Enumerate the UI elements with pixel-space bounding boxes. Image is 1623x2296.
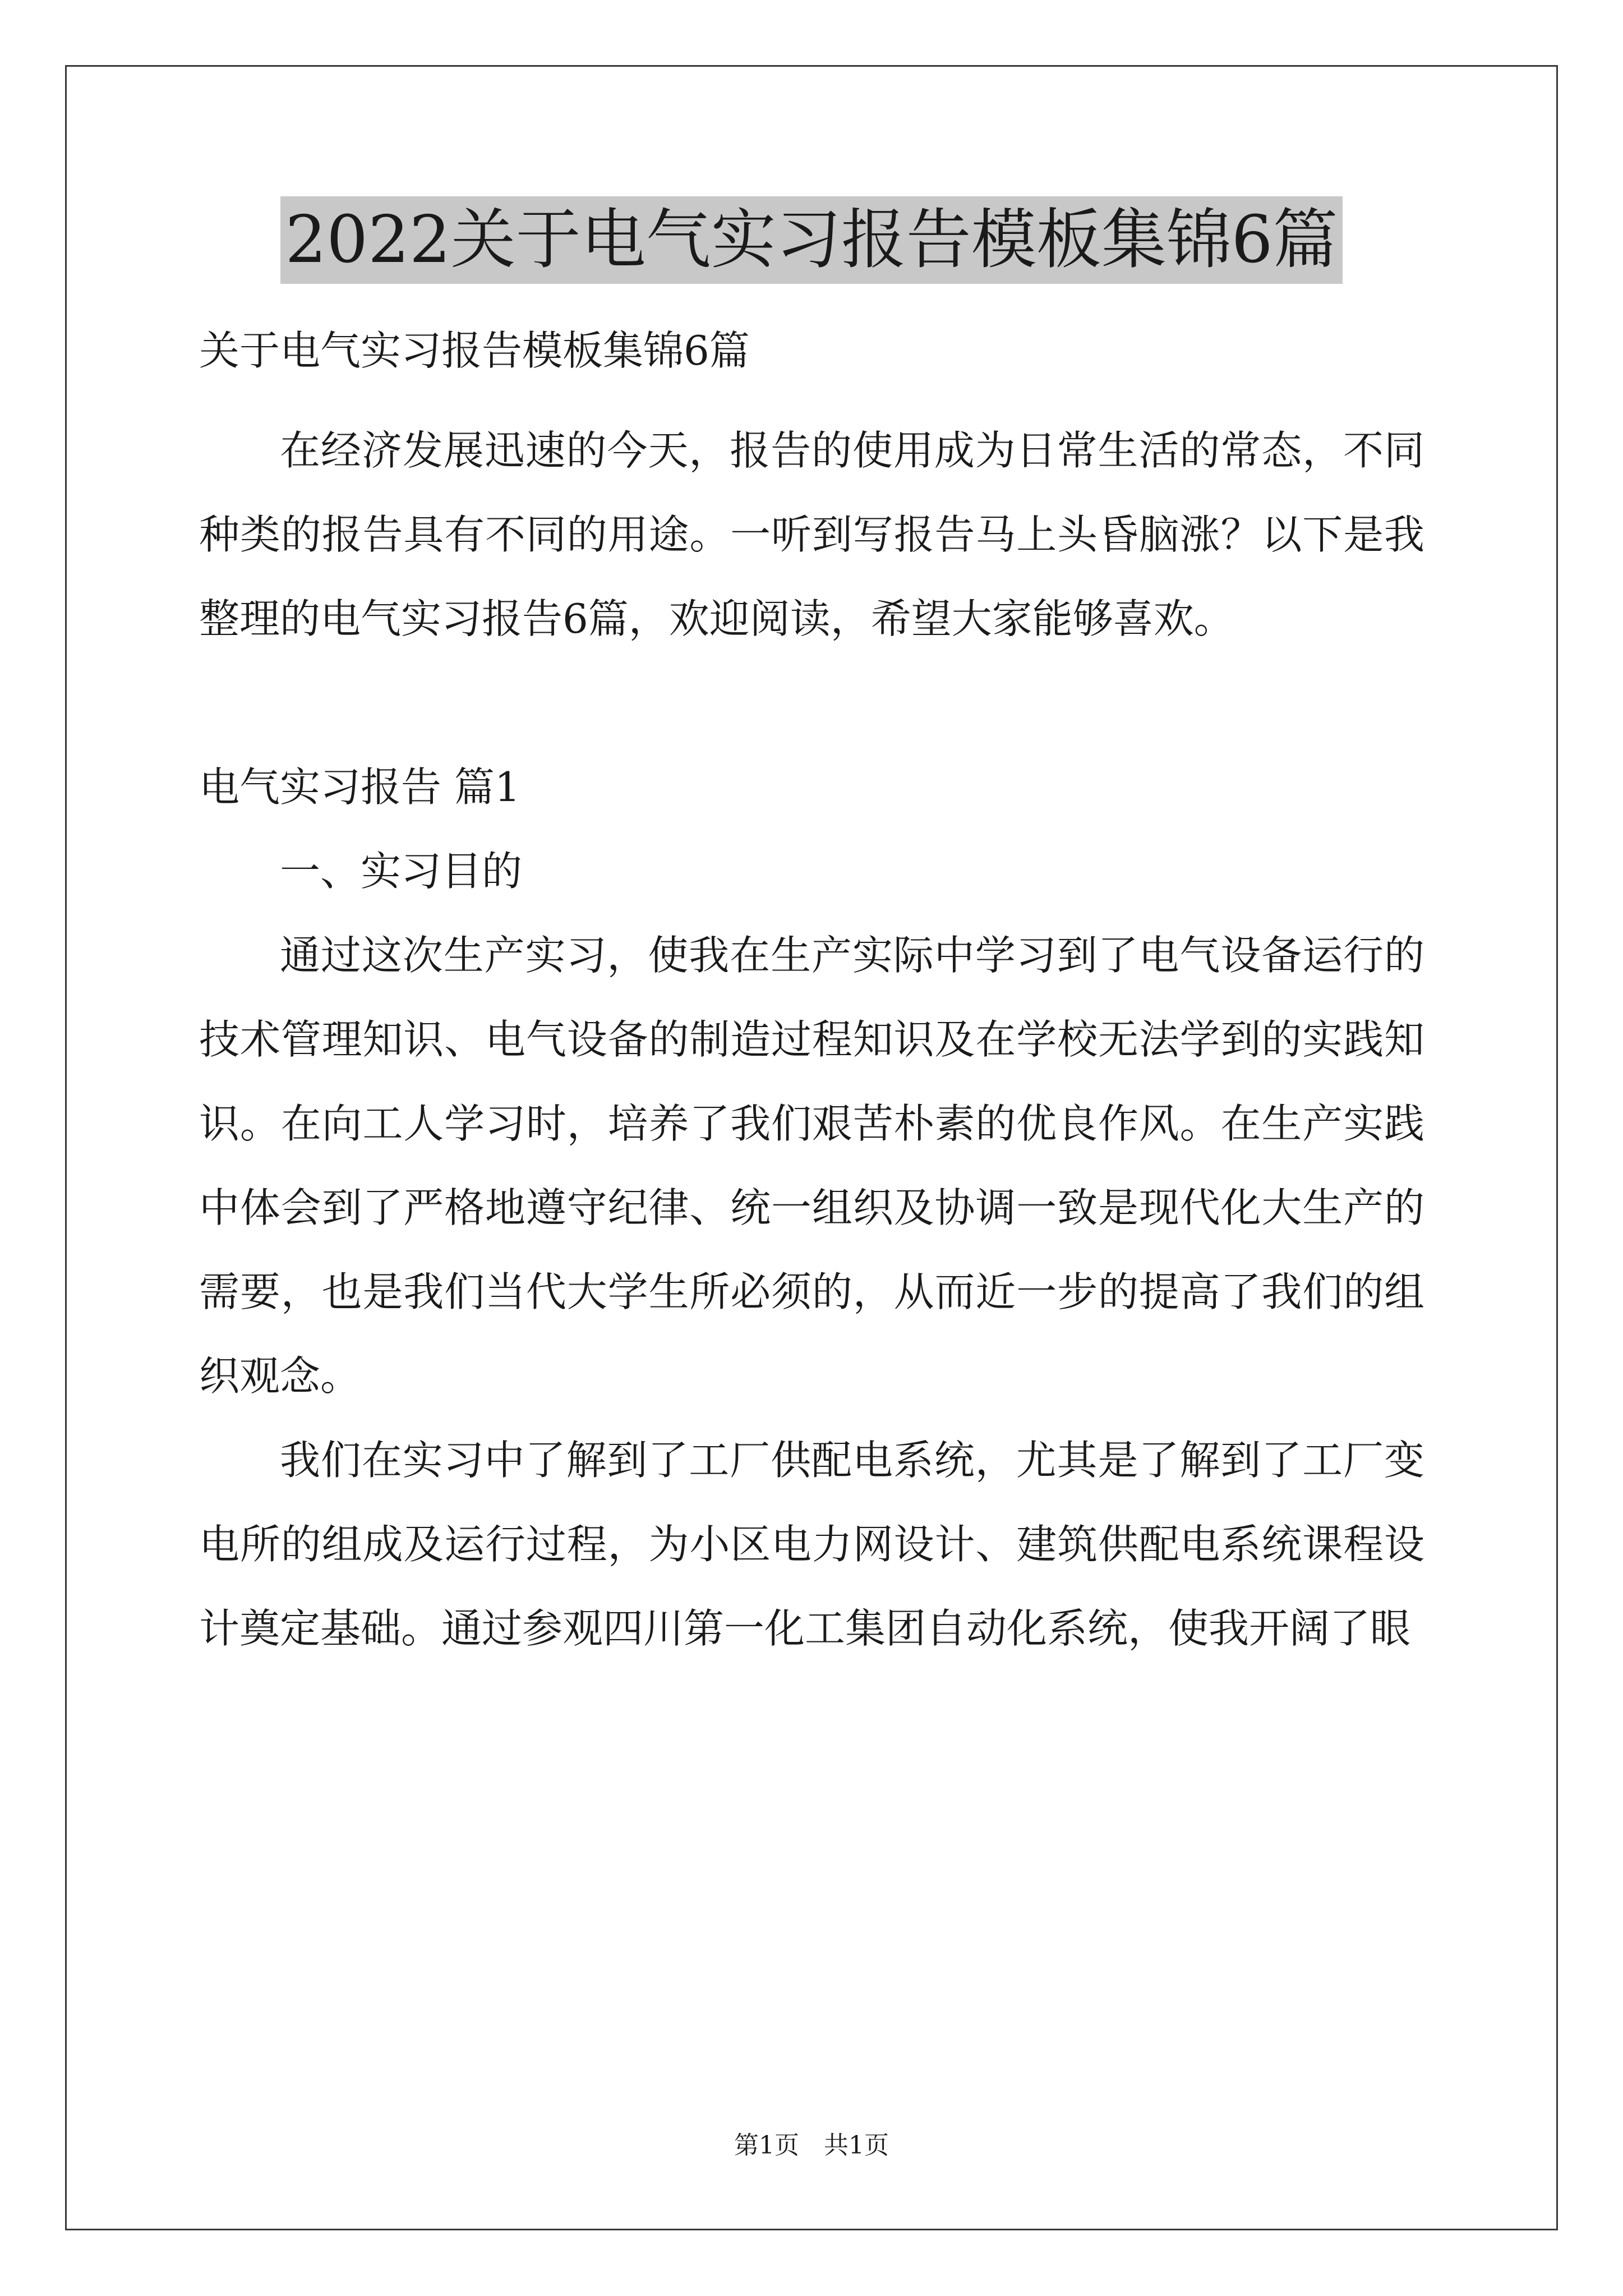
body-paragraph: 通过这次生产实习，使我在生产实际中学习到了电气设备运行的技术管理知识、电气设备的制造过程知识及在学校无法学到的实践知识。在向工人学习时，培养了我们艰苦朴素的优良作风。在生产实践中体会到了严格地遵守纪律、统一组织及协调一致是现代化大生产的需要，也是我们当代大学生所必须的，从而近一步的提高了我们的组织观念。 bbox=[199, 932, 1424, 1400]
subsection-heading: 一、实习目的 bbox=[280, 848, 523, 895]
document-title: 2022关于电气实习报告模板集锦6篇 bbox=[280, 196, 1342, 284]
document-subtitle: 关于电气实习报告模板集锦6篇 bbox=[199, 327, 750, 374]
section-heading: 电气实习报告 篇1 bbox=[199, 763, 520, 811]
document-body bbox=[199, 309, 1424, 1671]
body-paragraph: 我们在实习中了解到了工厂供配电系统，尤其是了解到了工厂变电所的组成及运行过程，为小区电力网设计、建筑供配电系统课程设计奠定基础。通过参观四川第一化工集团自动化系统，使我开阔了眼 bbox=[199, 1437, 1424, 1652]
title-container bbox=[0, 196, 1623, 284]
intro-paragraph: 在经济发展迅速的今天，报告的使用成为日常生活的常态，不同种类的报告具有不同的用途。一听到写报告马上头昏脑涨？以下是我整理的电气实习报告6篇，欢迎阅读，希望大家能够喜欢。 bbox=[199, 427, 1424, 642]
page-footer: 第1页 共1页 bbox=[734, 2131, 889, 2160]
